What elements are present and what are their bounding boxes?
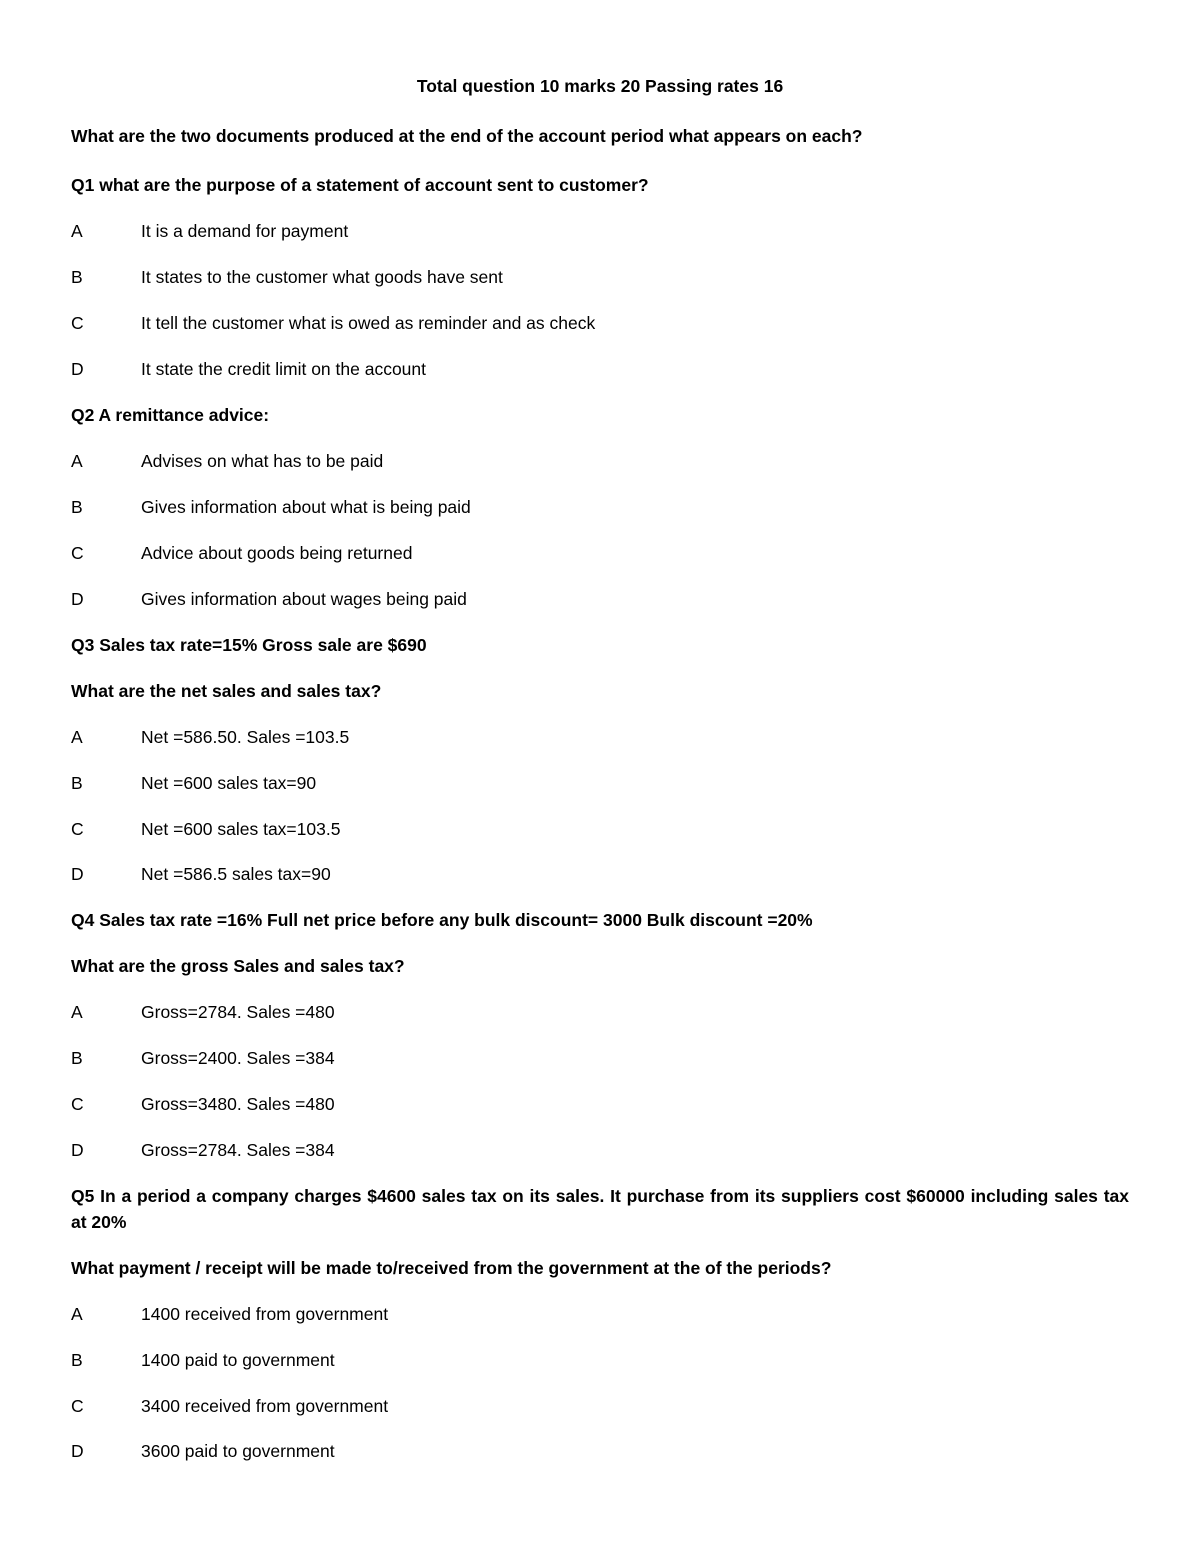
q5-question: Q5 In a period a company charges $4600 sales tax on its sales. It purchase from its suppliers cost $60000 including sales tax at 20% — [71, 1186, 1129, 1232]
option-text: Gives information about wages being paid — [141, 589, 467, 609]
option-text: Gross=3480. Sales =480 — [141, 1094, 335, 1114]
option-text: It is a demand for payment — [141, 221, 349, 241]
option-letter: C — [71, 1094, 84, 1114]
option-letter: B — [71, 1350, 83, 1370]
option-letter: B — [71, 773, 83, 793]
option-text: Gross=2784. Sales =480 — [141, 1002, 335, 1022]
option-text: Gives information about what is being paid — [141, 497, 471, 517]
option-letter: B — [71, 497, 83, 517]
option-text: Advises on what has to be paid — [141, 451, 384, 471]
q2-question: Q2 A remittance advice: — [71, 405, 270, 425]
option-letter: A — [71, 221, 83, 241]
option-letter: C — [71, 543, 84, 563]
option-letter: C — [71, 313, 84, 333]
option-letter: C — [71, 1396, 84, 1416]
option-text: Gross=2784. Sales =384 — [141, 1140, 335, 1160]
option-letter: A — [71, 451, 83, 471]
option-text: 3600 paid to government — [141, 1441, 335, 1461]
q3-question: Q3 Sales tax rate=15% Gross sale are $690 — [71, 635, 427, 655]
option-letter: D — [71, 359, 84, 379]
q1-question: Q1 what are the purpose of a statement of account sent to customer? — [71, 175, 649, 195]
option-text: 3400 received from government — [141, 1396, 389, 1416]
option-text: Gross=2400. Sales =384 — [141, 1048, 335, 1068]
option-text: It states to the customer what goods have sent — [141, 267, 503, 287]
option-text: 1400 received from government — [141, 1304, 389, 1324]
option-text: Net =600 sales tax=103.5 — [141, 819, 341, 839]
option-letter: B — [71, 1048, 83, 1068]
page-title: Total question 10 marks 20 Passing rates 16 — [416, 76, 784, 96]
option-letter: D — [71, 1140, 84, 1160]
option-text: 1400 paid to government — [141, 1350, 335, 1370]
option-text: Advice about goods being returned — [141, 543, 413, 563]
option-letter: D — [71, 1441, 84, 1461]
option-letter: C — [71, 819, 84, 839]
q4-subquestion: What are the gross Sales and sales tax? — [71, 956, 405, 976]
option-text: Net =586.50. Sales =103.5 — [141, 727, 350, 747]
q5-subquestion: What payment / receipt will be made to/received from the government at the of the periods? — [71, 1258, 832, 1278]
q3-subquestion: What are the net sales and sales tax? — [71, 681, 382, 701]
intro-question: What are the two documents produced at the end of the account period what appears on each? — [71, 126, 863, 146]
option-text: Net =600 sales tax=90 — [141, 773, 317, 793]
option-letter: A — [71, 1002, 83, 1022]
option-letter: D — [71, 864, 84, 884]
option-letter: A — [71, 727, 83, 747]
option-letter: A — [71, 1304, 83, 1324]
option-text: It tell the customer what is owed as reminder and as check — [141, 313, 596, 333]
option-text: It state the credit limit on the account — [141, 359, 427, 379]
q4-question: Q4 Sales tax rate =16% Full net price before any bulk discount= 3000 Bulk discount =20% — [71, 910, 813, 930]
option-text: Net =586.5 sales tax=90 — [141, 864, 331, 884]
option-letter: B — [71, 267, 83, 287]
option-letter: D — [71, 589, 84, 609]
